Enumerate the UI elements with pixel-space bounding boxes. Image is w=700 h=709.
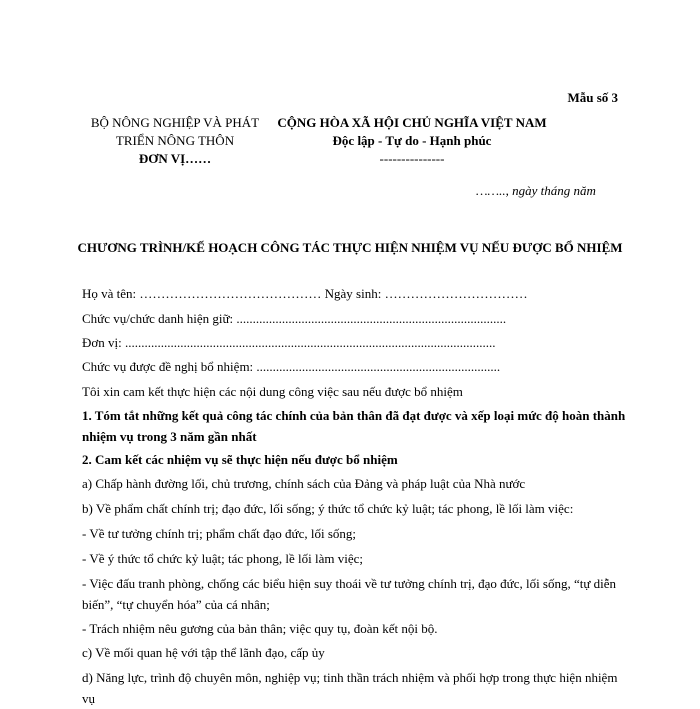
form-number: Mẫu số 3 [567,90,618,105]
proposed-position-field: Chức vụ được đề nghị bổ nhiệm: ........................................................................... [82,359,501,374]
national-motto: Độc lập - Tự do - Hạnh phúc [332,133,492,148]
agency-line-1: BỘ NÔNG NGHIỆP VÀ PHÁT [90,115,260,130]
item-c: c) Về mối quan hệ với tập thể lãnh đạo, cấp ủy [82,645,325,660]
item-b-2: - Về ý thức tổ chức kỷ luật; tác phong, lề lối làm việc; [82,551,363,566]
name-field: Họ và tên: …………………………………… Ngày sinh: …………………………… [82,286,528,301]
header-divider: --------------- [379,151,445,166]
item-b-4: - Trách nhiệm nêu gương của bản thân; việc quy tụ, đoàn kết nội bộ. [82,621,438,636]
national-header [272,114,552,168]
item-b-1: - Về tư tưởng chính trị; phẩm chất đạo đức, lối sống; [82,526,357,541]
commitment-intro: Tôi xin cam kết thực hiện các nội dung công việc sau nếu được bổ nhiệm [82,384,463,399]
item-a: a) Chấp hành đường lối, chủ trương, chính sách của Đảng và pháp luật của Nhà nước [82,476,526,491]
agency-header [70,114,280,168]
document-title: CHƯƠNG TRÌNH/KẾ HOẠCH CÔNG TÁC THỰC HIỆN NHIỆM VỤ NẾU ĐƯỢC BỔ NHIỆM [77,240,623,255]
item-d: d) Năng lực, trình độ chuyên môn, nghiệp vụ; tinh thần trách nhiệm và phối hợp trong thực hiện nhiệm vụ [82,670,618,706]
agency-line-2: TRIỂN NÔNG THÔN [115,133,235,148]
item-b-3: - Việc đấu tranh phòng, chống các biểu hiện suy thoái về tư tưởng chính trị, đạo đức, lối sống, “tự diễn biến”, “tự chuyển hóa” của cá nhân; [82,576,617,612]
section-2-heading: 2. Cam kết các nhiệm vụ sẽ thực hiện nếu được bổ nhiệm [82,452,398,467]
section-1-heading: 1. Tóm tắt những kết quả công tác chính của bản thân đã đạt được và xếp loại mức độ hoàn thành nhiệm vụ trong 3 năm gần nhất [82,408,626,444]
date-line: …….., ngày tháng năm [476,183,596,198]
unit-field: Đơn vị: .................................................................................................................. [82,335,496,350]
position-field: Chức vụ/chức danh hiện giữ: ................................................................................... [82,311,507,326]
national-name: CỘNG HÒA XÃ HỘI CHỦ NGHĨA VIỆT NAM [277,115,547,130]
item-b: b) Về phẩm chất chính trị; đạo đức, lối sống; ý thức tổ chức kỷ luật; tác phong, lề lối làm việc: [82,501,574,516]
unit-line: ĐƠN VỊ…… [138,151,212,166]
